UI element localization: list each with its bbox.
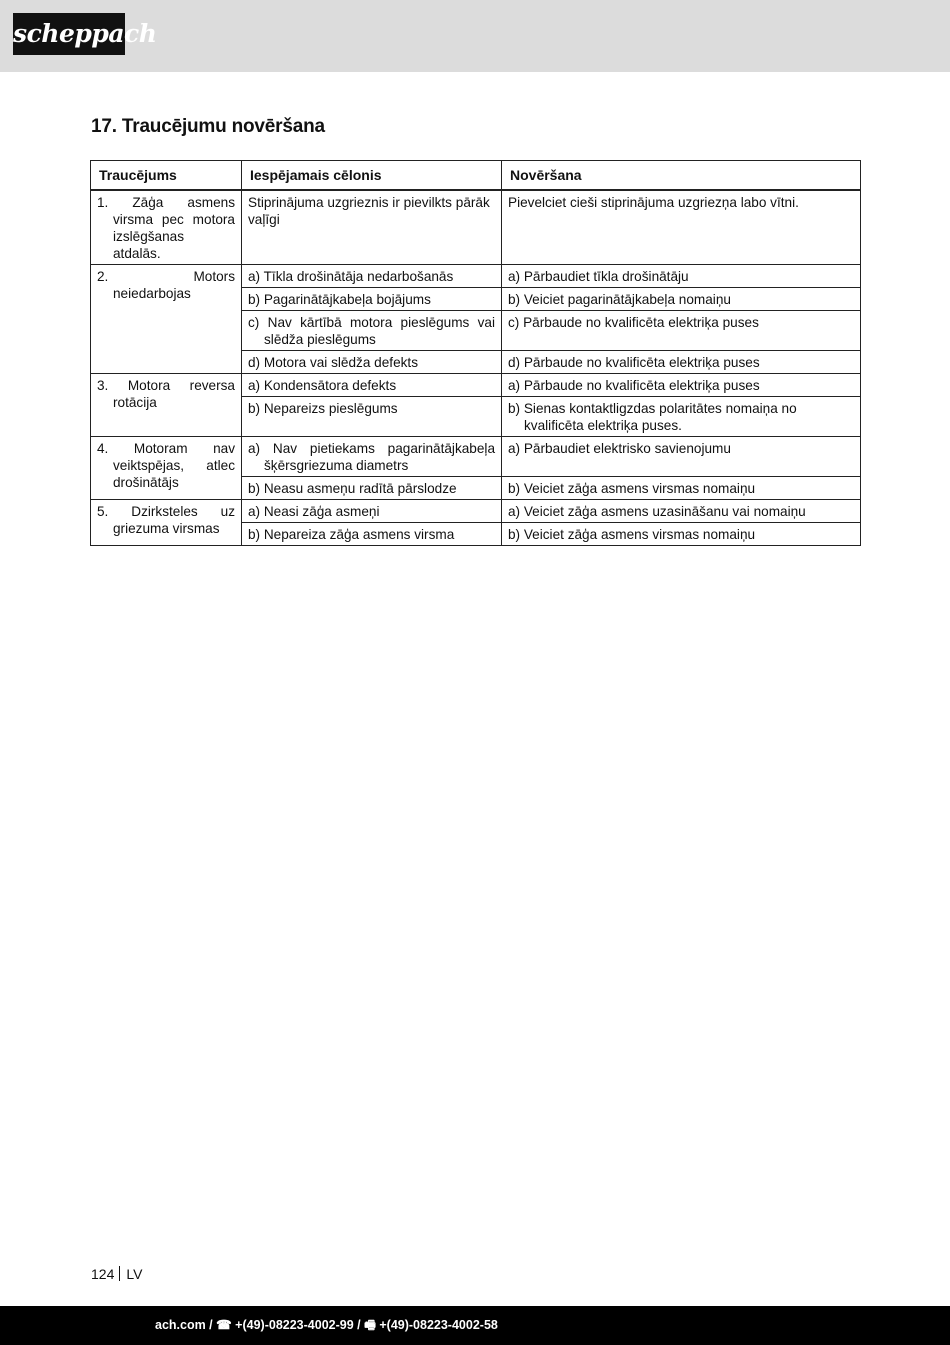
- cause-cell: a) Neasi zāģa asmeņi: [242, 500, 502, 523]
- fault-cell: 3. Motora reversa rotācija: [91, 374, 242, 437]
- fault-cell: 4. Motoram nav veiktspējas, atlec drošinātājs: [91, 437, 242, 500]
- troubleshooting-table: [90, 160, 861, 546]
- fault-cell: 5. Dzirksteles uz griezuma virsmas: [91, 500, 242, 546]
- brand-logo: scheppach: [13, 13, 125, 55]
- table-row: [91, 437, 861, 477]
- remedy-cell: a) Veiciet zāģa asmens uzasināšanu vai nomaiņu: [502, 500, 861, 523]
- cause-cell: b) Neasu asmeņu radītā pārslodze: [242, 477, 502, 500]
- remedy-cell: b) Veiciet zāģa asmens virsmas nomaiņu: [502, 523, 861, 546]
- remedy-cell: c) Pārbaude no kvalificēta elektriķa puses: [502, 311, 861, 351]
- fault-cell: 1. Zāģa asmens virsma pec motora izslēgšanas atdalās.: [91, 190, 242, 265]
- remedy-cell: d) Pārbaude no kvalificēta elektriķa puses: [502, 351, 861, 374]
- cause-cell: b) Nepareiza zāģa asmens virsma: [242, 523, 502, 546]
- cause-cell: Stiprinājuma uzgrieznis ir pievilkts pārāk vaļīgi: [242, 190, 502, 265]
- remedy-cell: Pievelciet cieši stiprinājuma uzgriezņa labo vītni.: [502, 190, 861, 265]
- page-number-divider: [119, 1266, 120, 1281]
- section-title: 17. Traucējumu novēršana: [91, 116, 325, 137]
- remedy-cell: b) Veiciet zāģa asmens virsmas nomaiņu: [502, 477, 861, 500]
- cause-cell: b) Pagarinātājkabeļa bojājums: [242, 288, 502, 311]
- cause-cell: c) Nav kārtībā motora pieslēgums vai slēdža pieslēgums: [242, 311, 502, 351]
- remedy-cell: b) Veiciet pagarinātājkabeļa nomaiņu: [502, 288, 861, 311]
- table-row: [91, 265, 861, 288]
- table-row: [91, 190, 861, 265]
- table-row: [91, 374, 861, 397]
- page-number-value: 124: [91, 1266, 115, 1282]
- table-row: [91, 500, 861, 523]
- table-header-row: [91, 161, 861, 191]
- remedy-cell: a) Pārbaudiet elektrisko savienojumu: [502, 437, 861, 477]
- cause-cell: b) Nepareizs pieslēgums: [242, 397, 502, 437]
- page-number: [91, 1266, 142, 1282]
- fault-cell: 2. Motors neiedarbojas: [91, 265, 242, 374]
- cause-cell: a) Nav pietiekams pagarinātājkabeļa šķērsgriezuma diametrs: [242, 437, 502, 477]
- remedy-cell: a) Pārbaudiet tīkla drošinātāju: [502, 265, 861, 288]
- remedy-cell: b) Sienas kontaktligzdas polaritātes nomaiņa no kvalificēta elektriķa puses.: [502, 397, 861, 437]
- header-cause: Iespējamais cēlonis: [242, 161, 502, 191]
- header-fault: Traucējums: [91, 161, 242, 191]
- cause-cell: a) Tīkla drošinātāja nedarbošanās: [242, 265, 502, 288]
- header-remedy: Novēršana: [502, 161, 861, 191]
- cause-cell: a) Kondensātora defekts: [242, 374, 502, 397]
- remedy-cell: a) Pārbaude no kvalificēta elektriķa puses: [502, 374, 861, 397]
- footer-contact: ach.com / ☎ +(49)-08223-4002-99 / 🖷 +(49)-08223-4002-58: [155, 1318, 498, 1332]
- cause-cell: d) Motora vai slēdža defekts: [242, 351, 502, 374]
- page-language: LV: [126, 1266, 143, 1282]
- header-band: [0, 0, 950, 72]
